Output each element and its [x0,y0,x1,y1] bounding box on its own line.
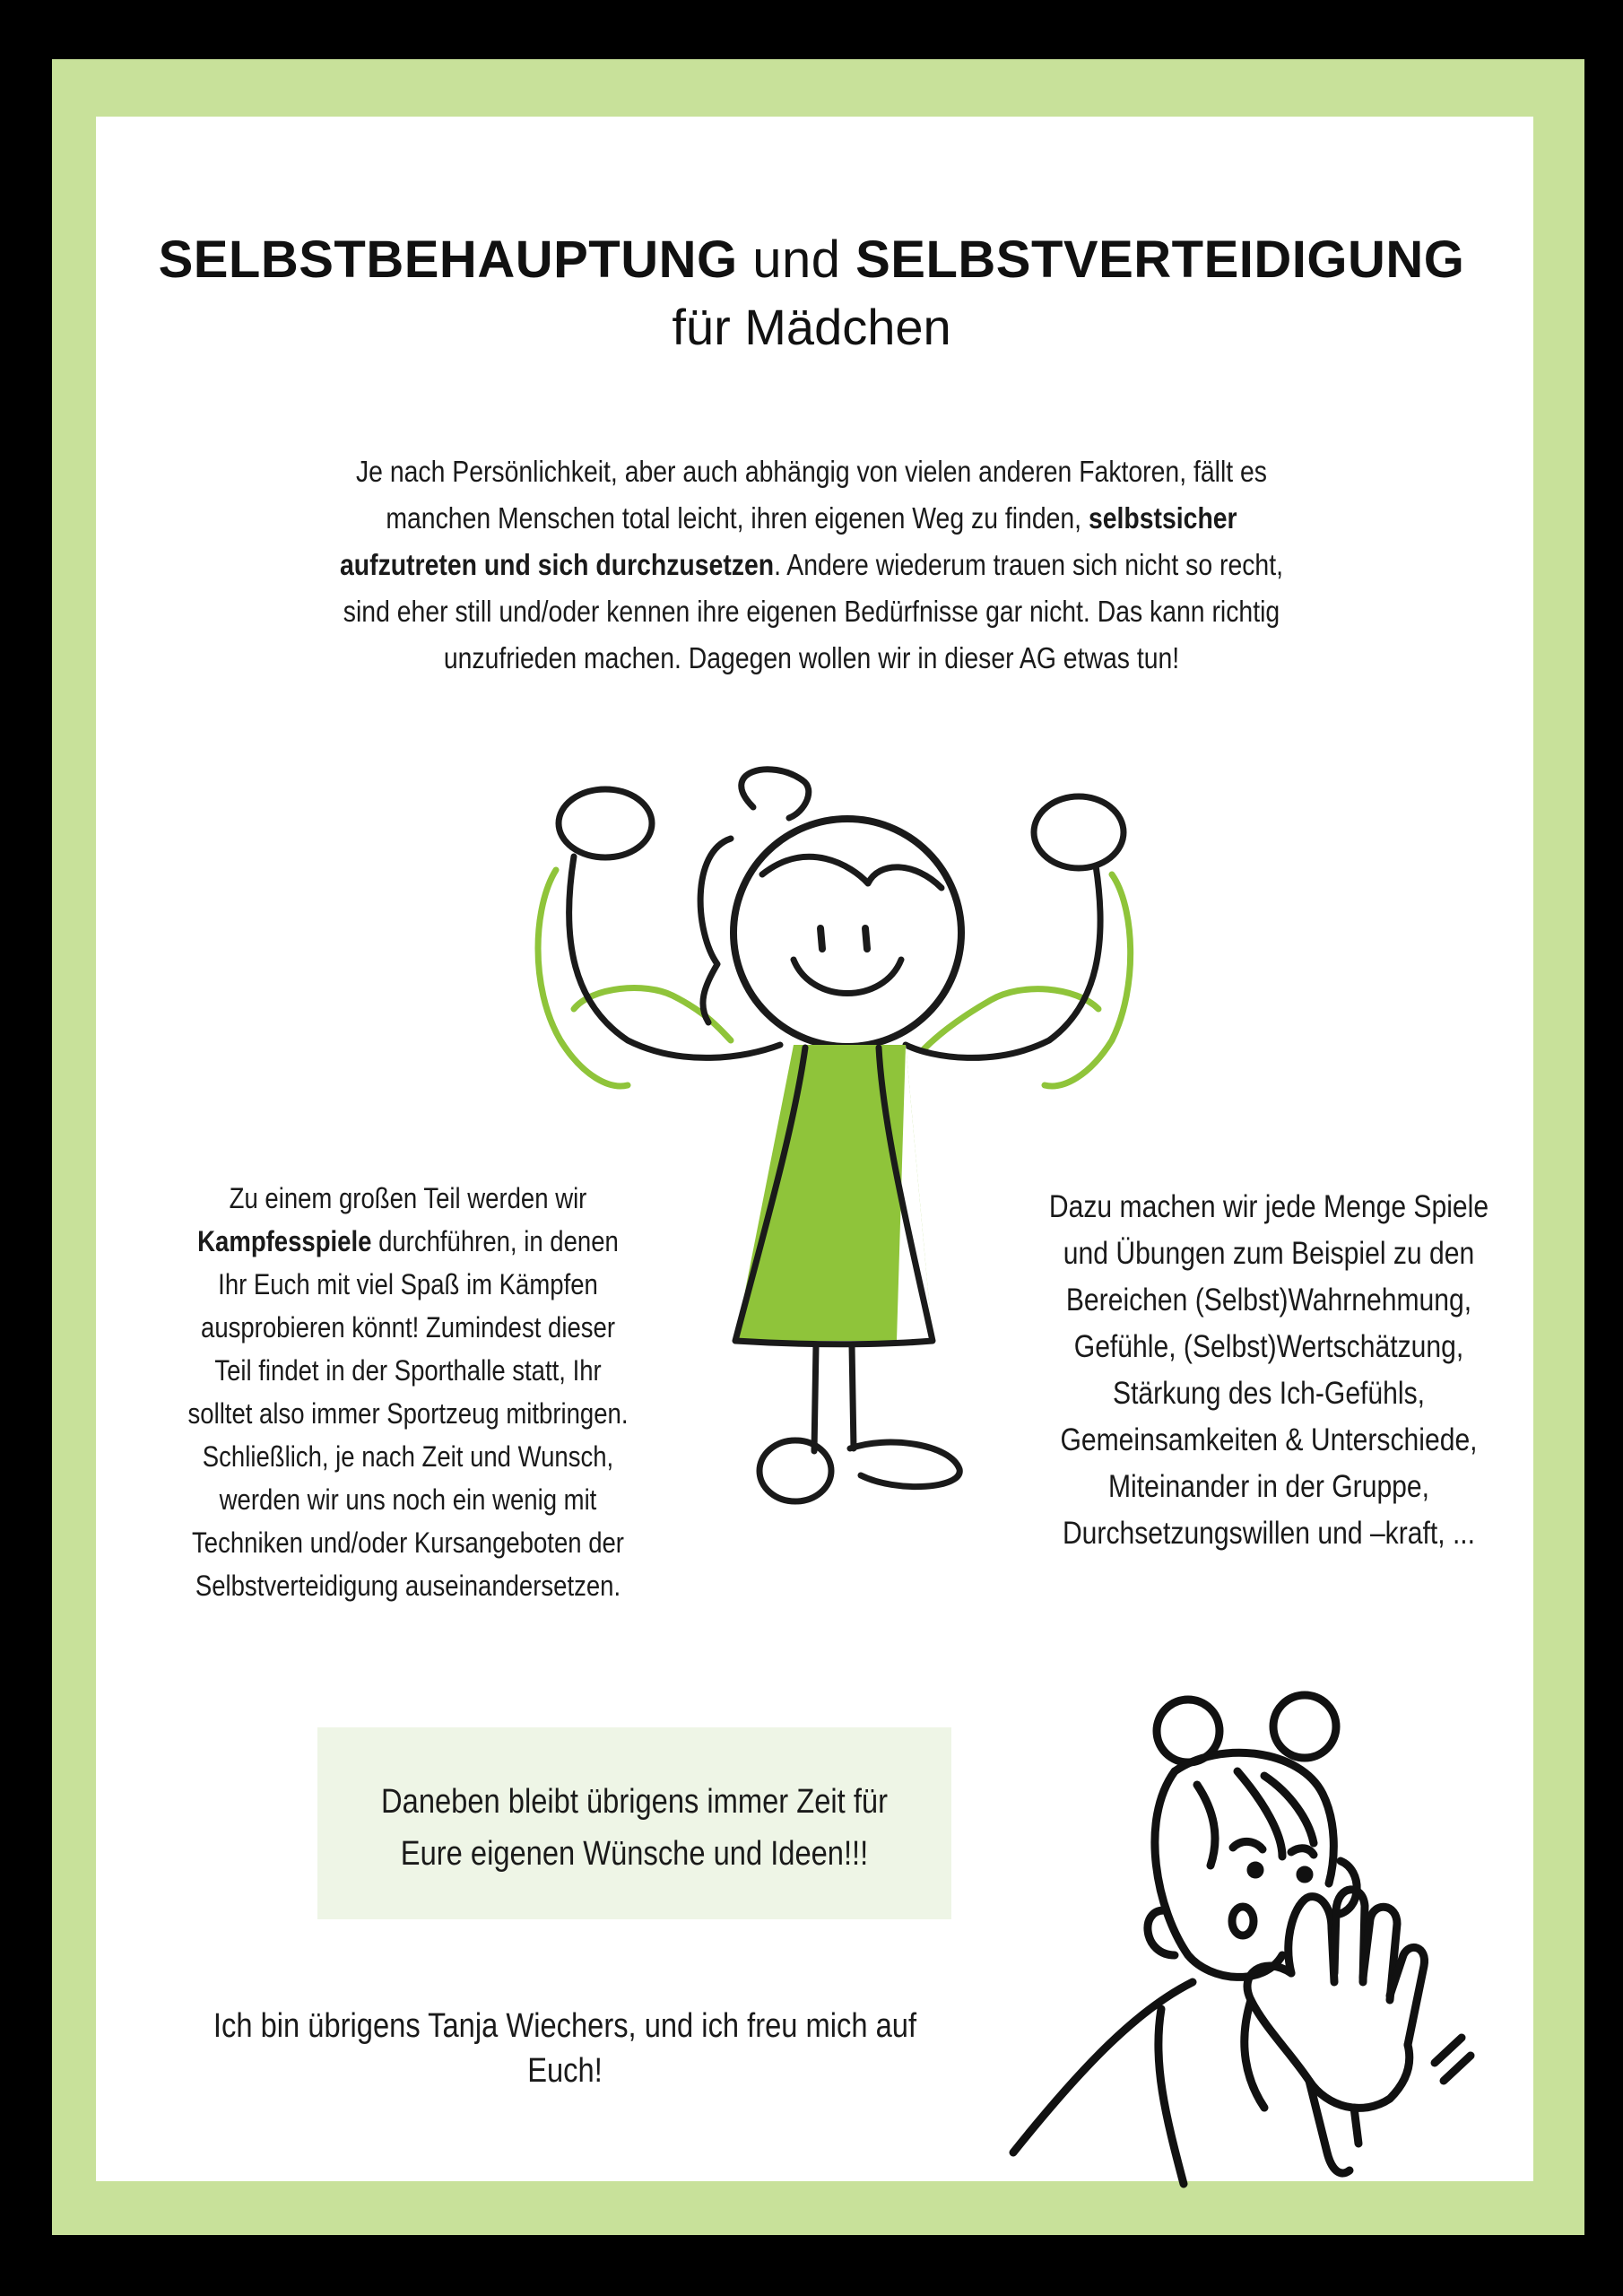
title-part1: SELBSTBEHAUPTUNG [158,230,738,289]
signoff-text: Ich bin übrigens Tanja Wiechers, und ich freu mich auf Euch! [213,2007,917,2090]
intro-emphasis: selbstsicher aufzutreten und sich durchzusetzen [340,501,1237,581]
intro-text-end: . Andere wiederum trauen sich nicht so recht, sind eher still und/oder kennen ihre eigenen Bedürfnisse gar nicht. Das kann richtig unzufrieden machen. Dagegen wollen wir in dieser AG etwas tun! [343,548,1283,674]
left-text-start: Zu einem großen Teil werden wir [229,1182,587,1214]
page-title [0,230,1623,290]
title-connector: und [752,230,841,289]
intro-paragraph [322,448,1301,682]
callout-text: Daneben bleibt übrigens immer Zeit für Eure eigenen Wünsche und Ideen!!! [381,1783,888,1873]
left-text-end: durchführen, in denen Ihr Euch mit viel Spaß im Kämpfen ausprobieren könnt! Zumindest dieser Teil findet in der Sporthalle statt, Ihr solltet also immer Sportzeug mitbringen. Schließlich, je nach Zeit und Wunsch, werden wir uns noch ein wenig mit Techniken und/oder Kursangeboten der Selbstverteidigung auseinandersetzen. [187,1225,629,1602]
intro-text-start: Je nach Persönlichkeit, aber auch abhängig von vielen anderen Faktoren, fällt es manchen Menschen total leicht, ihren eigenen Weg zu finden, [355,455,1268,535]
title-part2: SELBSTVERTEIDIGUNG [855,230,1465,289]
page-subtitle: für Mädchen [672,299,951,355]
left-column-text [180,1177,635,1607]
left-emphasis: Kampfesspiele [197,1225,372,1257]
right-column-text: Dazu machen wir jede Menge Spiele und Übungen zum Beispiel zu den Bereichen (Selbst)Wahrnehmung, Gefühle, (Selbst)Wertschätzung, Stärkung des Ich-Gefühls, Gemeinsamkeiten & Unterschiede, Miteinander in der Gruppe, Durchsetzungswillen und –kraft, ... [1048,1189,1489,1551]
stop-hand-girl-icon [995,1686,1480,2188]
